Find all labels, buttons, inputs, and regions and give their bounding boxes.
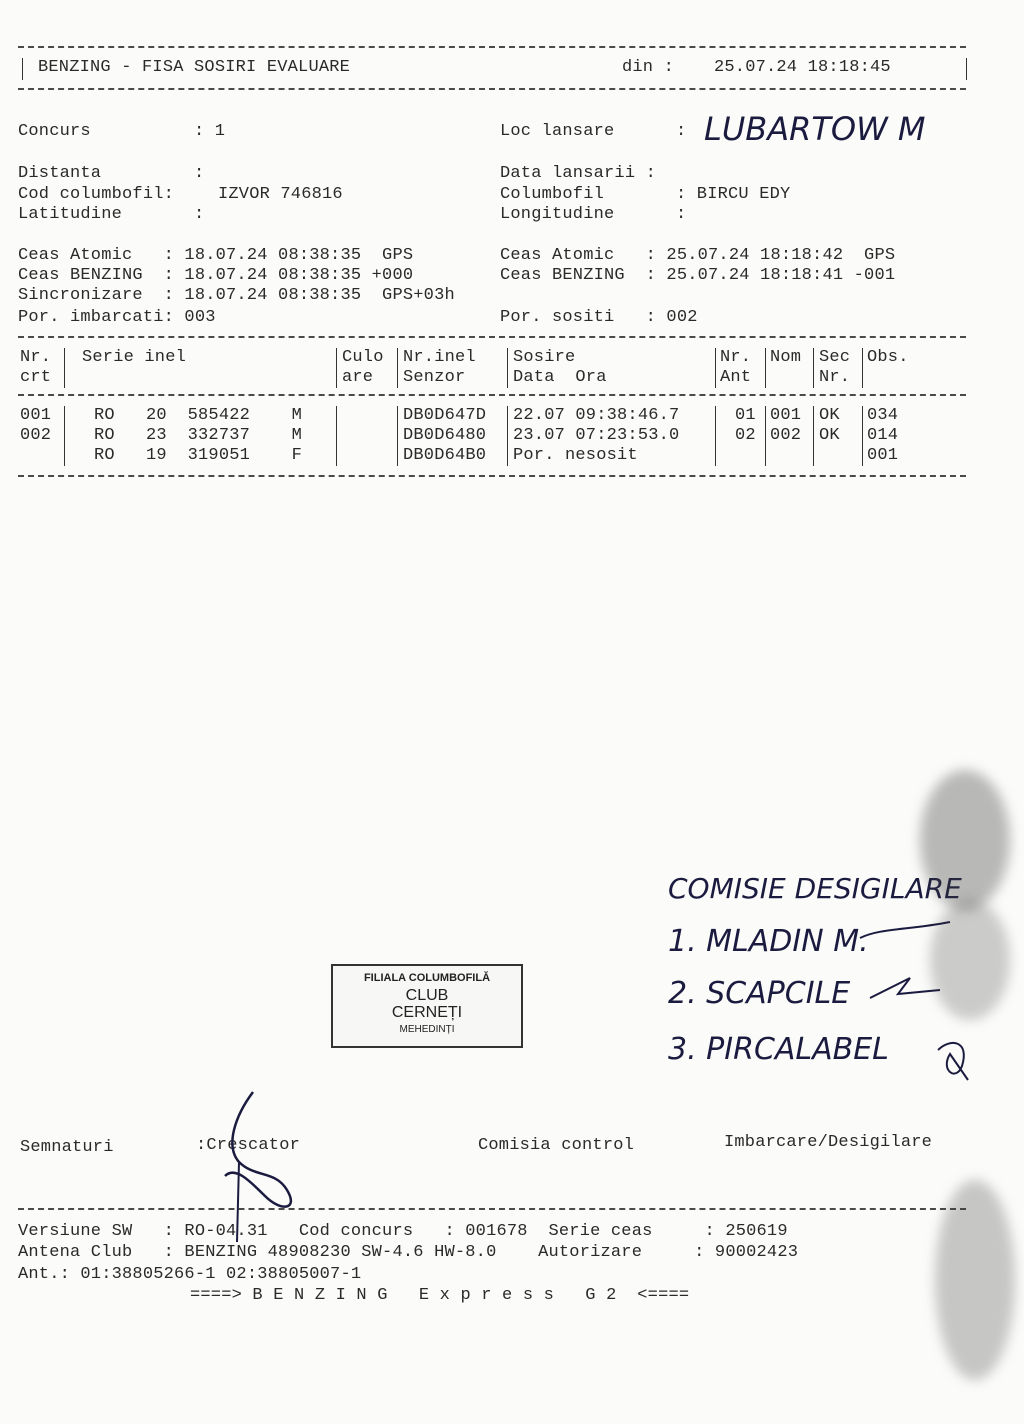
- col-sep: [397, 348, 398, 388]
- th-data-ora: Data Ora: [513, 368, 607, 387]
- ceas-benzing-end: Ceas BENZING : 25.07.24 18:18:41 -001: [500, 266, 896, 285]
- ceas-atomic-end: Ceas Atomic : 25.07.24 18:18:42 GPS: [500, 246, 896, 265]
- antena-club-line: Antena Club : BENZING 48908230 SW-4.6 HW-8.0 Autorizare : 90002423: [18, 1243, 799, 1262]
- col-sep: [507, 348, 508, 388]
- cell-nom: 002: [770, 426, 802, 445]
- loc-lansare-handwritten: LUBARTOW M: [704, 110, 926, 148]
- cell-serie: RO 20 585422 M: [94, 406, 303, 425]
- ceas-benzing-start: Ceas BENZING : 18.07.24 08:38:35 +000: [18, 266, 414, 285]
- stamp-line-2: CLUB: [405, 987, 449, 1004]
- divider: [18, 1208, 966, 1210]
- th-sec-2: Nr.: [819, 368, 851, 387]
- cell-obs: 034: [867, 406, 899, 425]
- col-sep: [336, 406, 337, 466]
- th-nom: Nom: [770, 348, 802, 367]
- th-crt: crt: [20, 368, 52, 387]
- ceas-atomic-start: Ceas Atomic : 18.07.24 08:38:35 GPS: [18, 246, 414, 265]
- th-culoare: Culo: [342, 348, 384, 367]
- porumbei-imbarcati: Por. imbarcati: 003: [18, 308, 216, 327]
- concurs-value: : 1: [194, 122, 226, 141]
- semnaturi-label: Semnaturi: [20, 1138, 114, 1157]
- longitudine-value: :: [676, 205, 687, 224]
- columbofil-value: : BIRCU EDY: [676, 185, 791, 204]
- cell-senzor: DB0D647D: [403, 406, 487, 425]
- stamp-line-4: MEHEDINȚI: [399, 1024, 455, 1035]
- th-nr-inel: Nr.inel: [403, 348, 476, 367]
- cell-senzor: DB0D6480: [403, 426, 487, 445]
- col-sep: [336, 348, 337, 388]
- th-ant-2: Ant: [720, 368, 752, 387]
- handwritten-member-3: 3. PIRCALABEL: [668, 1032, 889, 1067]
- th-senzor: Senzor: [403, 368, 466, 387]
- col-sep: [507, 406, 508, 466]
- scan-smudge: [935, 1180, 1015, 1380]
- cod-columbofil-label: Cod columbofil:: [18, 185, 175, 204]
- columbofil-label: Columbofil: [500, 185, 605, 204]
- divider: [18, 475, 966, 477]
- header-right-bar: [966, 58, 967, 80]
- club-stamp: [331, 964, 523, 1048]
- benzing-express-banner: ====> B E N Z I N G E x p r e s s G 2 <====: [190, 1286, 690, 1305]
- latitudine-label: Latitudine: [18, 205, 123, 224]
- loc-lansare-sep: :: [676, 122, 687, 141]
- sheet-title: BENZING - FISA SOSIRI EVALUARE: [38, 58, 351, 77]
- cell-sec: OK: [819, 406, 840, 425]
- col-sep: [813, 348, 814, 388]
- cell-sosire: 22.07 09:38:46.7: [513, 406, 680, 425]
- cell-sosire: 23.07 07:23:53.0: [513, 426, 680, 445]
- cell-senzor: DB0D64B0: [403, 446, 487, 465]
- handwritten-member-1: 1. MLADIN M.: [668, 924, 869, 959]
- longitudine-label: Longitudine: [500, 205, 615, 224]
- porumbei-sositi: Por. sositi : 002: [500, 308, 698, 327]
- scan-smudge: [930, 900, 1010, 1020]
- divider: [18, 394, 966, 396]
- col-sep: [64, 406, 65, 466]
- col-sep: [862, 348, 863, 388]
- distanta-label: Distanta: [18, 164, 102, 183]
- cod-columbofil-value: IZVOR 746816: [218, 185, 343, 204]
- latitudine-value: :: [194, 205, 205, 224]
- col-sep: [765, 406, 766, 466]
- col-sep: [813, 406, 814, 466]
- th-sosire: Sosire: [513, 348, 576, 367]
- col-sep: [715, 406, 716, 466]
- imbarcare-desigilare-label: Imbarcare/Desigilare: [724, 1133, 933, 1152]
- loc-lansare-label: Loc lansare: [500, 122, 615, 141]
- th-culoare-2: are: [342, 368, 374, 387]
- col-sep: [397, 406, 398, 466]
- cell-obs: 001: [867, 446, 899, 465]
- cell-sosire: Por. nesosit: [513, 446, 638, 465]
- col-sep: [715, 348, 716, 388]
- antena-ids-line: Ant.: 01:38805266-1 02:38805007-1: [18, 1265, 362, 1284]
- cell-ant: 02: [735, 426, 756, 445]
- th-sec: Sec: [819, 348, 851, 367]
- col-sep: [765, 348, 766, 388]
- cell-serie: RO 23 332737 M: [94, 426, 303, 445]
- cell-nr: 002: [20, 426, 52, 445]
- handwritten-member-2: 2. SCAPCILE: [668, 976, 851, 1011]
- cell-sec: OK: [819, 426, 840, 445]
- cell-nom: 001: [770, 406, 802, 425]
- divider: [18, 336, 966, 338]
- divider: [18, 88, 966, 90]
- data-lansarii-label: Data lansarii :: [500, 164, 657, 183]
- sincronizare: Sincronizare : 18.07.24 08:38:35 GPS+03h: [18, 286, 455, 305]
- stamp-line-3: CERNEȚI: [391, 1004, 463, 1021]
- cell-ant: 01: [735, 406, 756, 425]
- cell-obs: 014: [867, 426, 899, 445]
- col-sep: [64, 348, 65, 388]
- crescator-label: :Crescator: [196, 1136, 301, 1155]
- distanta-value: :: [194, 164, 205, 183]
- comisia-control-label: Comisia control: [478, 1136, 635, 1155]
- cell-serie: RO 19 319051 F: [94, 446, 303, 465]
- col-sep: [862, 406, 863, 466]
- scan-smudge: [920, 770, 1010, 910]
- print-date: 25.07.24 18:18:45: [714, 58, 891, 77]
- th-serie-inel: Serie inel: [82, 348, 187, 367]
- th-obs: Obs.: [867, 348, 909, 367]
- divider: [18, 46, 966, 48]
- th-ant: Nr.: [720, 348, 752, 367]
- cell-nr: 001: [20, 406, 52, 425]
- date-label: din :: [622, 58, 675, 77]
- stamp-line-1: FILIALA COLUMBOFILĂ: [363, 972, 491, 984]
- th-nr: Nr.: [20, 348, 52, 367]
- concurs-label: Concurs: [18, 122, 91, 141]
- handwritten-comisie: COMISIE DESIGILARE: [668, 872, 962, 905]
- versiune-sw-line: Versiune SW : RO-04.31 Cod concurs : 001678 Serie ceas : 250619: [18, 1222, 788, 1241]
- header-left-bar: [22, 58, 23, 80]
